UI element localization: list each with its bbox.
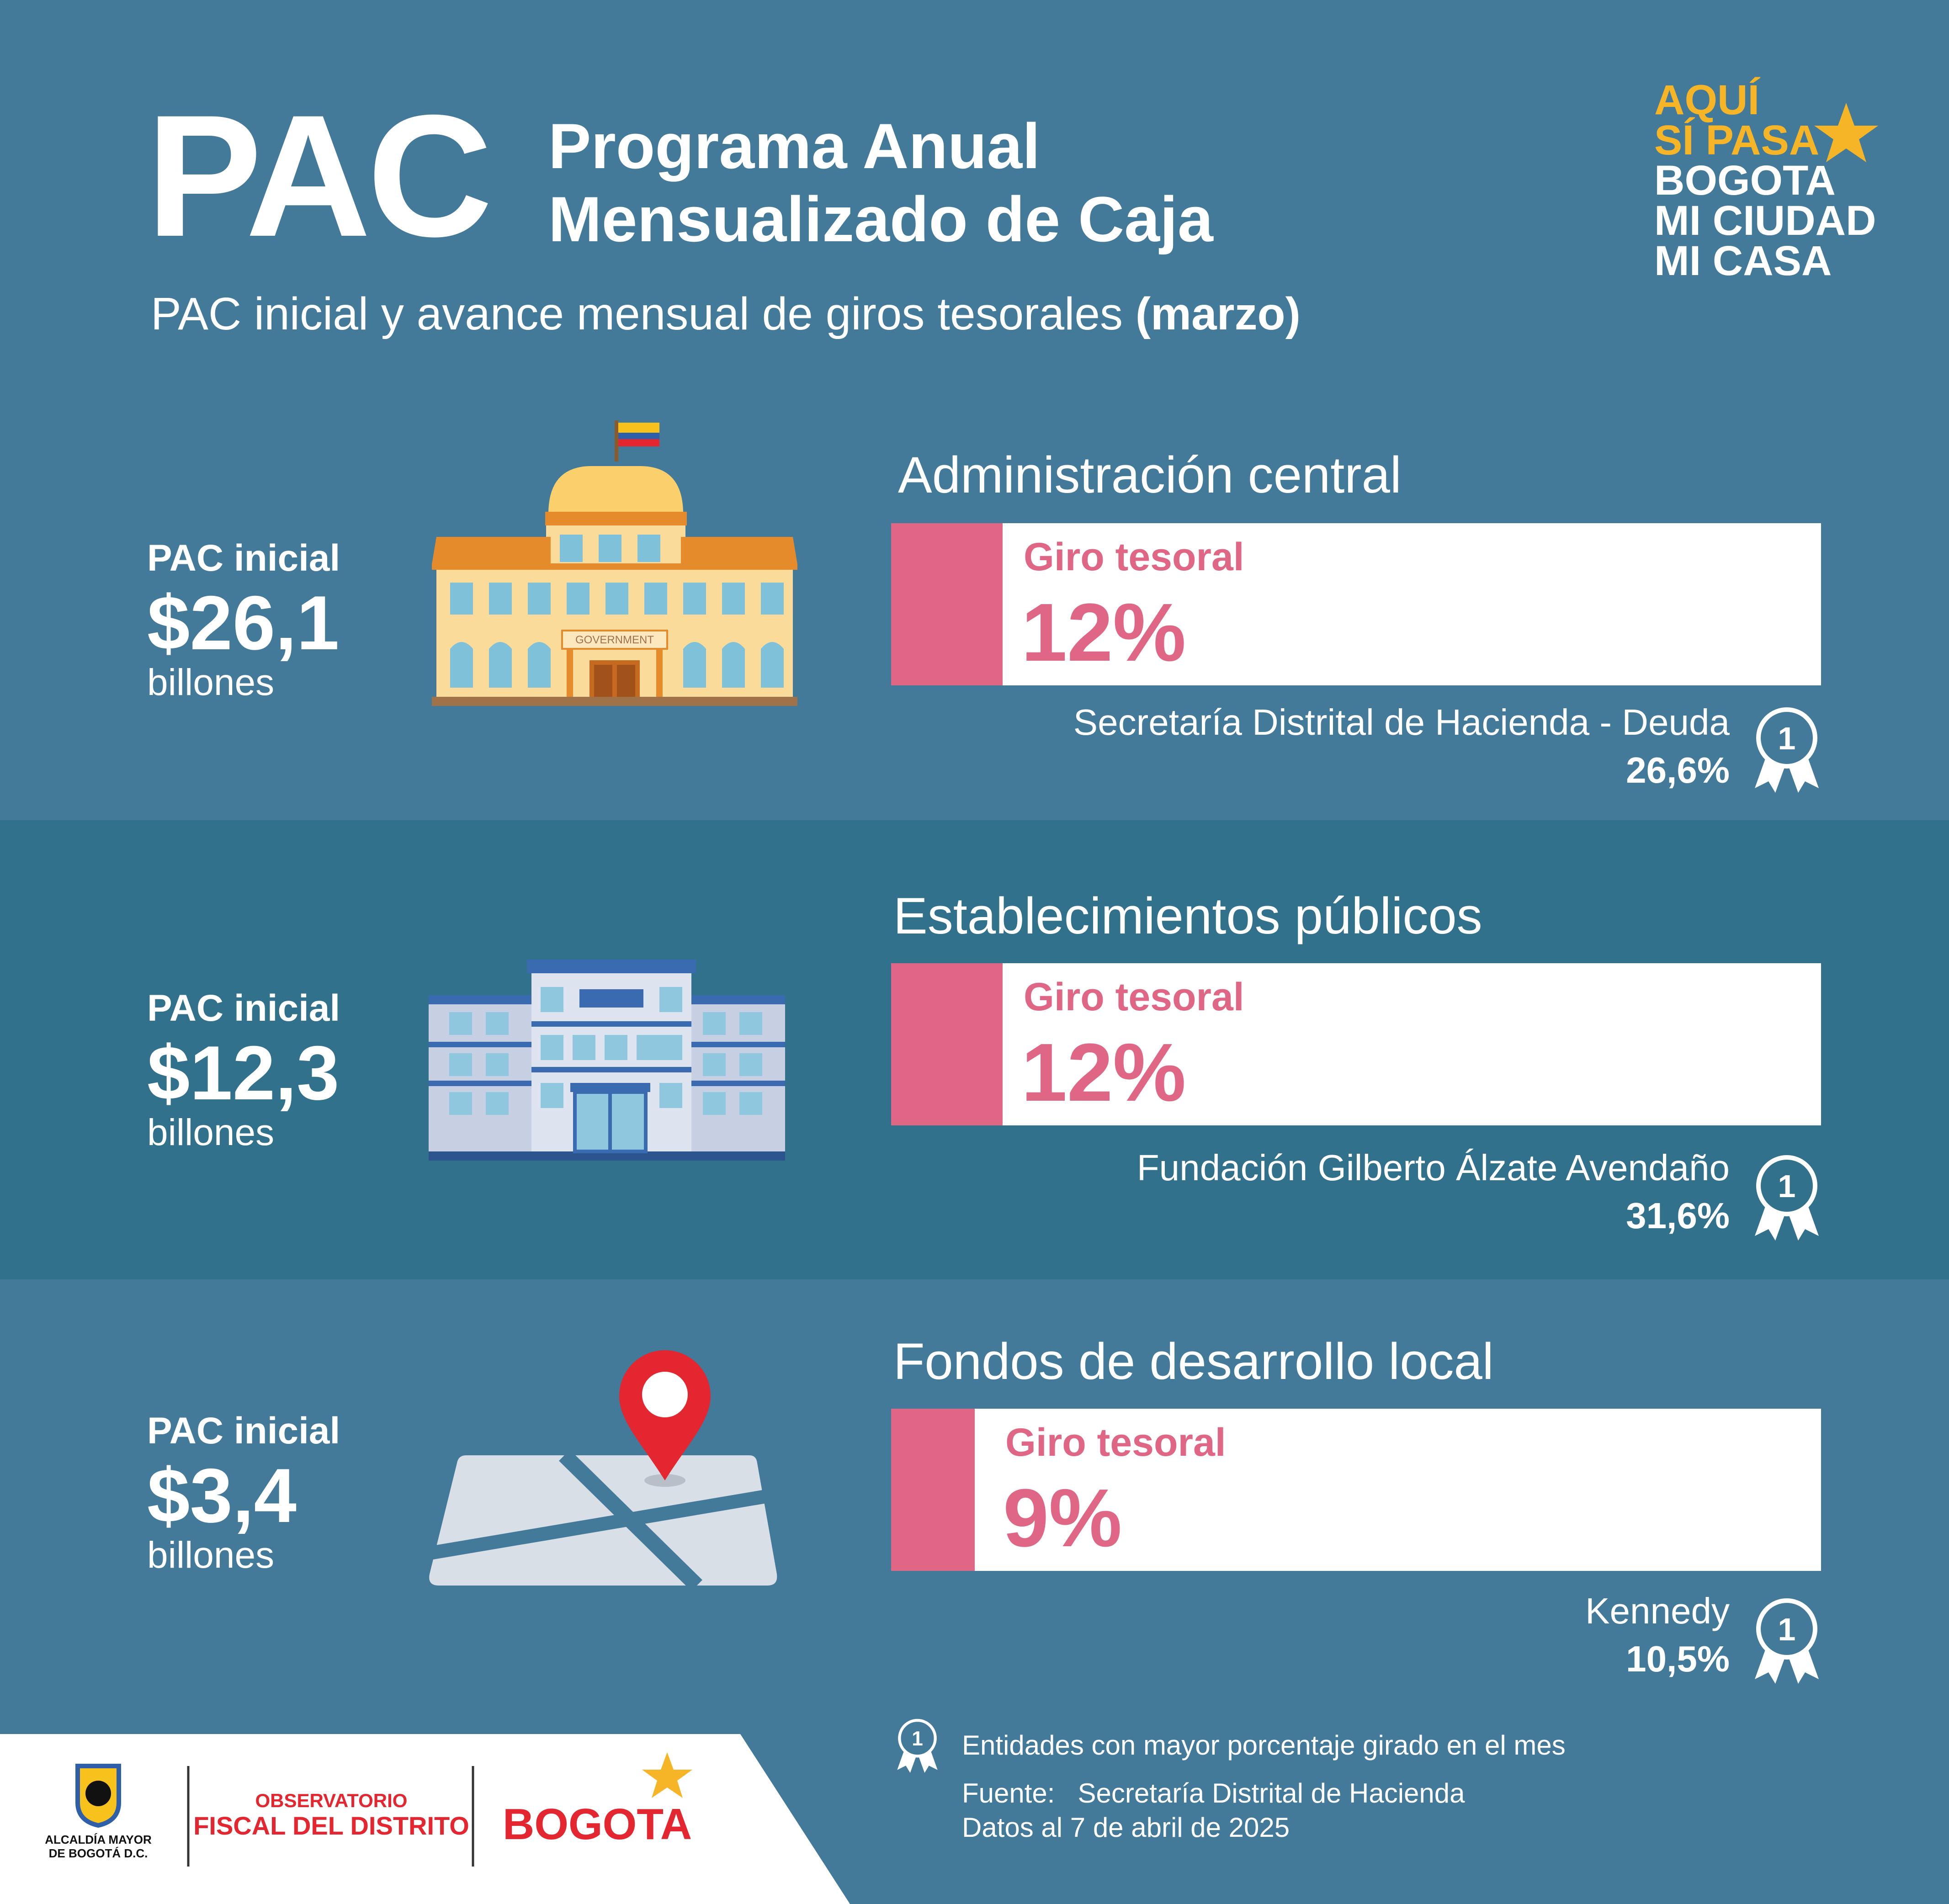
slogan-line-1: AQUÍ xyxy=(1654,77,1759,123)
pac-value: $12,3 xyxy=(147,1030,340,1116)
medal-number: 1 xyxy=(1778,1612,1796,1647)
giro-percent: 12% xyxy=(1021,587,1186,679)
section-title: Establecimientos públicos xyxy=(893,887,1482,944)
alcaldia-line-2: DE BOGOTÁ D.C. xyxy=(48,1846,148,1860)
giro-label: Giro tesoral xyxy=(1005,1421,1226,1464)
office-building-icon xyxy=(429,960,785,1161)
title-line-1: Programa Anual xyxy=(548,110,1041,182)
pac-acronym: PAC xyxy=(146,79,489,273)
section-title: Fondos de desarrollo local xyxy=(893,1333,1494,1390)
pac-label: PAC inicial xyxy=(147,537,340,579)
footer-legend: Entidades con mayor porcentaje girado en el mes xyxy=(962,1730,1566,1761)
top-entity-name: Secretaría Distrital de Hacienda - Deuda xyxy=(1073,702,1730,743)
pac-block-fondos xyxy=(147,1410,340,1577)
giro-card xyxy=(891,963,1821,1125)
footer-logos-panel xyxy=(0,1734,855,1904)
giro-card xyxy=(891,523,1821,685)
slogan-line-3: BOGOTA xyxy=(1654,157,1836,204)
subtitle-text: PAC inicial y avance mensual de giros tesorales xyxy=(151,288,1136,339)
observatorio-line-1: OBSERVATORIO xyxy=(255,1790,408,1811)
giro-progress-bar xyxy=(891,1409,975,1571)
pac-value: $3,4 xyxy=(147,1453,297,1538)
giro-label: Giro tesoral xyxy=(1024,975,1244,1019)
slogan-line-5: MI CASA xyxy=(1654,238,1832,284)
top-entity-name: Kennedy xyxy=(1585,1591,1730,1631)
top-entity-percent: 26,6% xyxy=(1626,750,1730,790)
giro-label: Giro tesoral xyxy=(1024,535,1244,579)
building-sign-text: GOVERNMENT xyxy=(575,634,654,646)
alcaldia-line-1: ALCALDÍA MAYOR xyxy=(45,1833,152,1846)
legend-medal-icon xyxy=(896,1718,939,1775)
medal-number: 1 xyxy=(1778,721,1796,756)
section-title: Administración central xyxy=(898,446,1402,504)
top-entity-name: Fundación Gilberto Álzate Avendaño xyxy=(1136,1147,1730,1188)
giro-percent: 12% xyxy=(1021,1027,1186,1119)
medal-icon xyxy=(1753,1597,1821,1686)
observatorio-line-2: FISCAL DEL DISTRITO xyxy=(193,1811,469,1840)
map-pin-icon xyxy=(427,1343,779,1590)
page-subtitle xyxy=(151,288,1301,340)
pac-block-establecimientos xyxy=(147,987,340,1154)
pac-unit: billones xyxy=(147,1112,275,1153)
medal-number: 1 xyxy=(1778,1168,1796,1204)
giro-progress-bar xyxy=(891,523,1003,685)
pac-unit: billones xyxy=(147,1534,275,1576)
title-line-2: Mensualizado de Caja xyxy=(548,183,1213,255)
star-icon xyxy=(1810,101,1883,164)
medal-icon xyxy=(1753,1154,1821,1243)
page-title xyxy=(548,110,1213,256)
pac-label: PAC inicial xyxy=(147,1410,340,1452)
pac-block-administracion xyxy=(147,537,340,704)
footer-source: Fuente: Secretaría Distrital de Hacienda xyxy=(962,1778,1465,1809)
top-entity-percent: 31,6% xyxy=(1626,1195,1730,1236)
bogota-logo-text: BOGOTA xyxy=(503,1800,692,1849)
top-entity-percent: 10,5% xyxy=(1626,1639,1730,1679)
slogan-line-2: SÍ PASA xyxy=(1654,117,1820,164)
subtitle-month: (marzo) xyxy=(1135,288,1301,339)
giro-percent: 9% xyxy=(1003,1472,1122,1564)
giro-card xyxy=(891,1409,1821,1571)
pac-label: PAC inicial xyxy=(147,987,340,1029)
slogan-line-4: MI CIUDAD xyxy=(1654,197,1876,244)
pac-unit: billones xyxy=(147,662,275,703)
pac-value: $26,1 xyxy=(147,580,340,666)
giro-progress-bar xyxy=(891,963,1003,1125)
legend-medal-number: 1 xyxy=(912,1728,923,1750)
medal-icon xyxy=(1753,706,1821,795)
footer-date: Datos al 7 de abril de 2025 xyxy=(962,1812,1290,1843)
government-building-icon xyxy=(432,418,797,715)
